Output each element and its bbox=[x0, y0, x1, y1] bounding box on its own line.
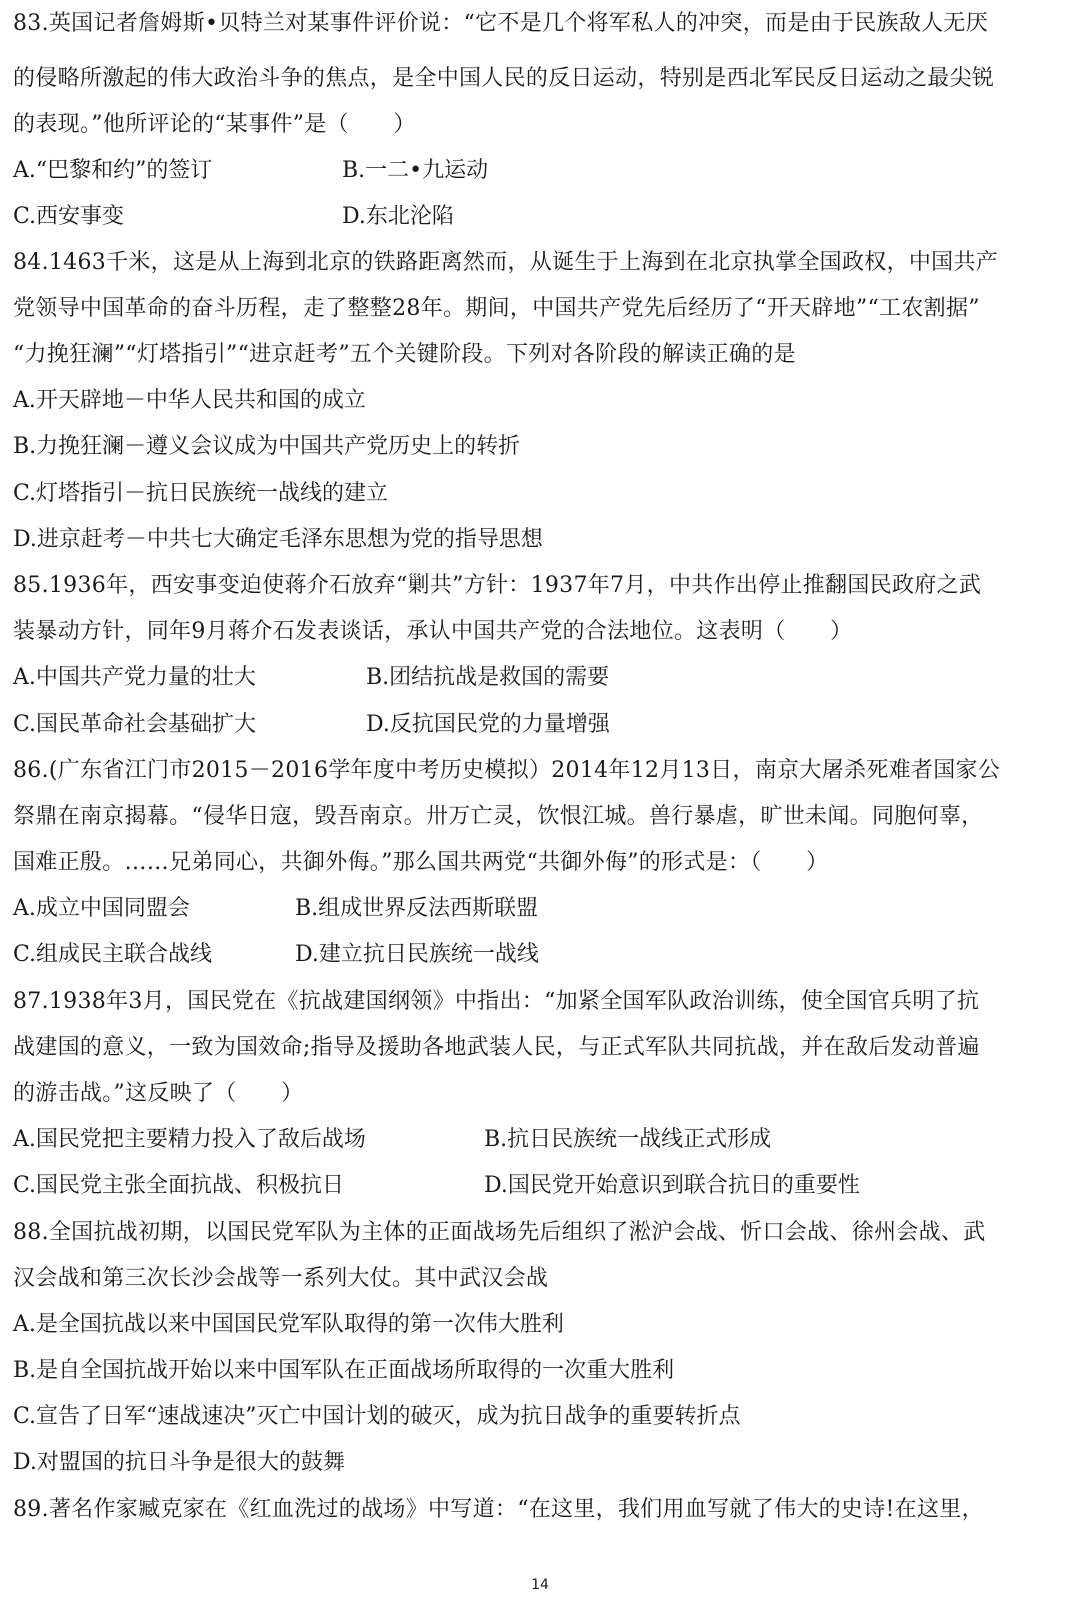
q87-stem-line-3: 的游击战。”这反映了（ ） bbox=[13, 1081, 304, 1106]
q87-option-b: B.抗日民族统一战线正式形成 bbox=[484, 1127, 772, 1152]
q85-option-b: B.团结抗战是救国的需要 bbox=[366, 665, 610, 690]
q86-option-b: B.组成世界反法西斯联盟 bbox=[295, 896, 539, 921]
q84-stem-line-2: 党领导中国革命的奋斗历程，走了整整28年。期间，中国共产党先后经历了“开天辟地”“工农割据” bbox=[13, 296, 980, 321]
q87-stem-line-1: 87.1938年3月，国民党在《抗战建国纲领》中指出：“加紧全国军队政治训练，使全国官兵明了抗 bbox=[13, 989, 980, 1014]
q85-option-d: D.反抗国民党的力量增强 bbox=[366, 712, 610, 737]
q83-option-d: D.东北沦陷 bbox=[342, 204, 454, 229]
page-number: 14 bbox=[531, 1577, 549, 1593]
q85-stem-line-2: 装暴动方针，同年9月蒋介石发表谈话，承认中国共产党的合法地位。这表明（ ） bbox=[13, 619, 853, 644]
q83-option-c: C.西安事变 bbox=[13, 204, 125, 229]
q88-option-a: A.是全国抗战以来中国国民党军队取得的第一次伟大胜利 bbox=[13, 1312, 564, 1337]
q87-stem-line-2: 战建国的意义，一致为国效命;指导及援助各地武装人民，与正式军队共同抗战，并在敌后发动普遍 bbox=[13, 1035, 980, 1060]
q88-stem-line-2: 汉会战和第三次长沙会战等一系列大仗。其中武汉会战 bbox=[13, 1266, 549, 1291]
q89-stem-line-1: 89.著名作家臧克家在《红血洗过的战场》中写道：“在这里，我们用血写就了伟大的史诗!在这里， bbox=[13, 1497, 984, 1522]
q86-option-a: A.成立中国同盟会 bbox=[13, 896, 190, 921]
q85-option-c: C.国民革命社会基础扩大 bbox=[13, 712, 257, 737]
q86-option-c: C.组成民主联合战线 bbox=[13, 942, 213, 967]
q83-option-b: B.一二•九运动 bbox=[342, 158, 489, 183]
q86-option-d: D.建立抗日民族统一战线 bbox=[295, 942, 539, 967]
q83-stem-line-1: 83.英国记者詹姆斯•贝特兰对某事件评价说：“它不是几个将军私人的冲突，而是由于民族敌人无厌 bbox=[13, 11, 989, 36]
q87-option-d: D.国民党开始意识到联合抗日的重要性 bbox=[484, 1173, 860, 1198]
q83-option-a: A.“巴黎和约”的签订 bbox=[13, 158, 213, 183]
q88-option-d: D.对盟国的抗日斗争是很大的鼓舞 bbox=[13, 1450, 345, 1475]
q85-option-a: A.中国共产党力量的壮大 bbox=[13, 665, 256, 690]
q87-option-a: A.国民党把主要精力投入了敌后战场 bbox=[13, 1127, 366, 1152]
q86-stem-line-3: 国难正殷。……兄弟同心，共御外侮。”那么国共两党“共御外侮”的形式是：（ ） bbox=[13, 850, 829, 875]
q84-option-b: B.力挽狂澜－遵义会议成为中国共产党历史上的转折 bbox=[13, 434, 521, 459]
q84-option-d: D.进京赶考－中共七大确定毛泽东思想为党的指导思想 bbox=[13, 527, 543, 552]
q84-stem-line-3: “力挽狂澜”“灯塔指引”“进京赶考”五个关键阶段。下列对各阶段的解读正确的是 bbox=[13, 342, 796, 367]
q84-option-c: C.灯塔指引－抗日民族统一战线的建立 bbox=[13, 481, 389, 506]
q83-stem-line-2: 的侵略所激起的伟大政治斗争的焦点，是全中国人民的反日运动，特别是西北军民反日运动之最尖锐 bbox=[13, 66, 995, 91]
q84-option-a: A.开天辟地－中华人民共和国的成立 bbox=[13, 388, 366, 413]
q88-option-c: C.宣告了日军“速战速决”灭亡中国计划的破灭，成为抗日战争的重要转折点 bbox=[13, 1404, 741, 1429]
q86-stem-line-1: 86.(广东省江门市2015－2016学年度中考历史模拟）2014年12月13日，南京大屠杀死难者国家公 bbox=[13, 758, 1001, 783]
q88-stem-line-1: 88.全国抗战初期，以国民党军队为主体的正面战场先后组织了淞沪会战、忻口会战、徐州会战、武 bbox=[13, 1220, 986, 1245]
q84-stem-line-1: 84.1463千米，这是从上海到北京的铁路距离然而，从诞生于上海到在北京执掌全国政权，中国共产 bbox=[13, 250, 999, 275]
q88-option-b: B.是自全国抗战开始以来中国军队在正面战场所取得的一次重大胜利 bbox=[13, 1358, 675, 1383]
q86-stem-line-2: 祭鼎在南京揭幕。“侵华日寇，毁吾南京。卅万亡灵，饮恨江城。兽行暴虐，旷世未闻。同胞何辜， bbox=[13, 804, 984, 829]
q85-stem-line-1: 85.1936年，西安事变迫使蒋介石放弃“剿共”方针：1937年7月，中共作出停止推翻国民政府之武 bbox=[13, 573, 982, 598]
q87-option-c: C.国民党主张全面抗战、积极抗日 bbox=[13, 1173, 345, 1198]
q83-stem-line-3: 的表现。”他所评论的“某事件”是（ ） bbox=[13, 112, 416, 137]
